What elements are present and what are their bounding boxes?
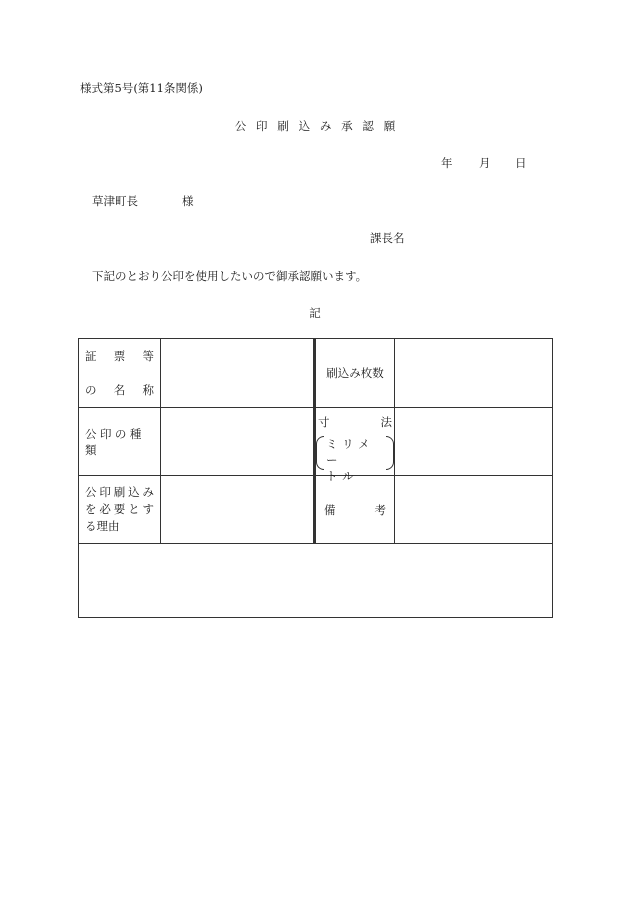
remarks-field[interactable] [395, 476, 553, 544]
request-statement: 下記のとおり公印を使用したいので御承認願います。 [92, 269, 368, 283]
label-dimensions-main: 寸 法 [318, 414, 392, 429]
addressee-honorific: 様 [182, 194, 194, 208]
label-reason-line1: 公 印 刷 込 み [85, 485, 154, 499]
date-day: 日 [515, 156, 527, 170]
label-print-count: 刷込み枚数 [315, 339, 395, 408]
reason-field[interactable] [161, 476, 315, 544]
table-row-document-name [79, 339, 553, 408]
dimensions-field[interactable] [395, 408, 553, 476]
label-reason-line3: る理由 [85, 519, 120, 533]
print-count-field[interactable] [395, 339, 553, 408]
table-row-seal-type [79, 408, 553, 476]
table-row-notes [79, 544, 553, 618]
label-dimensions [315, 408, 395, 483]
document-title [0, 118, 630, 134]
date-line [441, 155, 527, 171]
date-month: 月 [479, 156, 491, 170]
addressee-name: 草津町長 [92, 194, 138, 208]
label-document-name-line2: の 名 称 [85, 383, 154, 397]
label-seal-type: 公印の種類 [79, 408, 161, 476]
document-name-field[interactable] [161, 339, 315, 408]
addressee [92, 193, 194, 209]
application-table [78, 338, 553, 618]
label-document-name [79, 339, 161, 408]
table-row-reason [79, 476, 553, 544]
label-reason [79, 476, 161, 544]
label-document-name-line1: 証 票 等 [85, 349, 154, 363]
left-paren-shape [316, 436, 324, 470]
document-title-text: 公印刷込み承認願 [234, 119, 405, 133]
label-reason-line2: を 必 要 と す [85, 502, 154, 516]
form-number: 様式第5号(第11条関係) [80, 81, 203, 95]
seal-type-field[interactable] [161, 408, 315, 476]
ki-heading: 記 [309, 306, 321, 320]
label-remarks: 備 考 [315, 476, 395, 544]
label-dimensions-unit: ミリメー トル [316, 436, 394, 470]
date-year: 年 [441, 156, 453, 170]
notes-field[interactable] [79, 544, 553, 618]
right-paren-shape [386, 436, 394, 470]
applicant-title: 課長名 [370, 231, 405, 245]
